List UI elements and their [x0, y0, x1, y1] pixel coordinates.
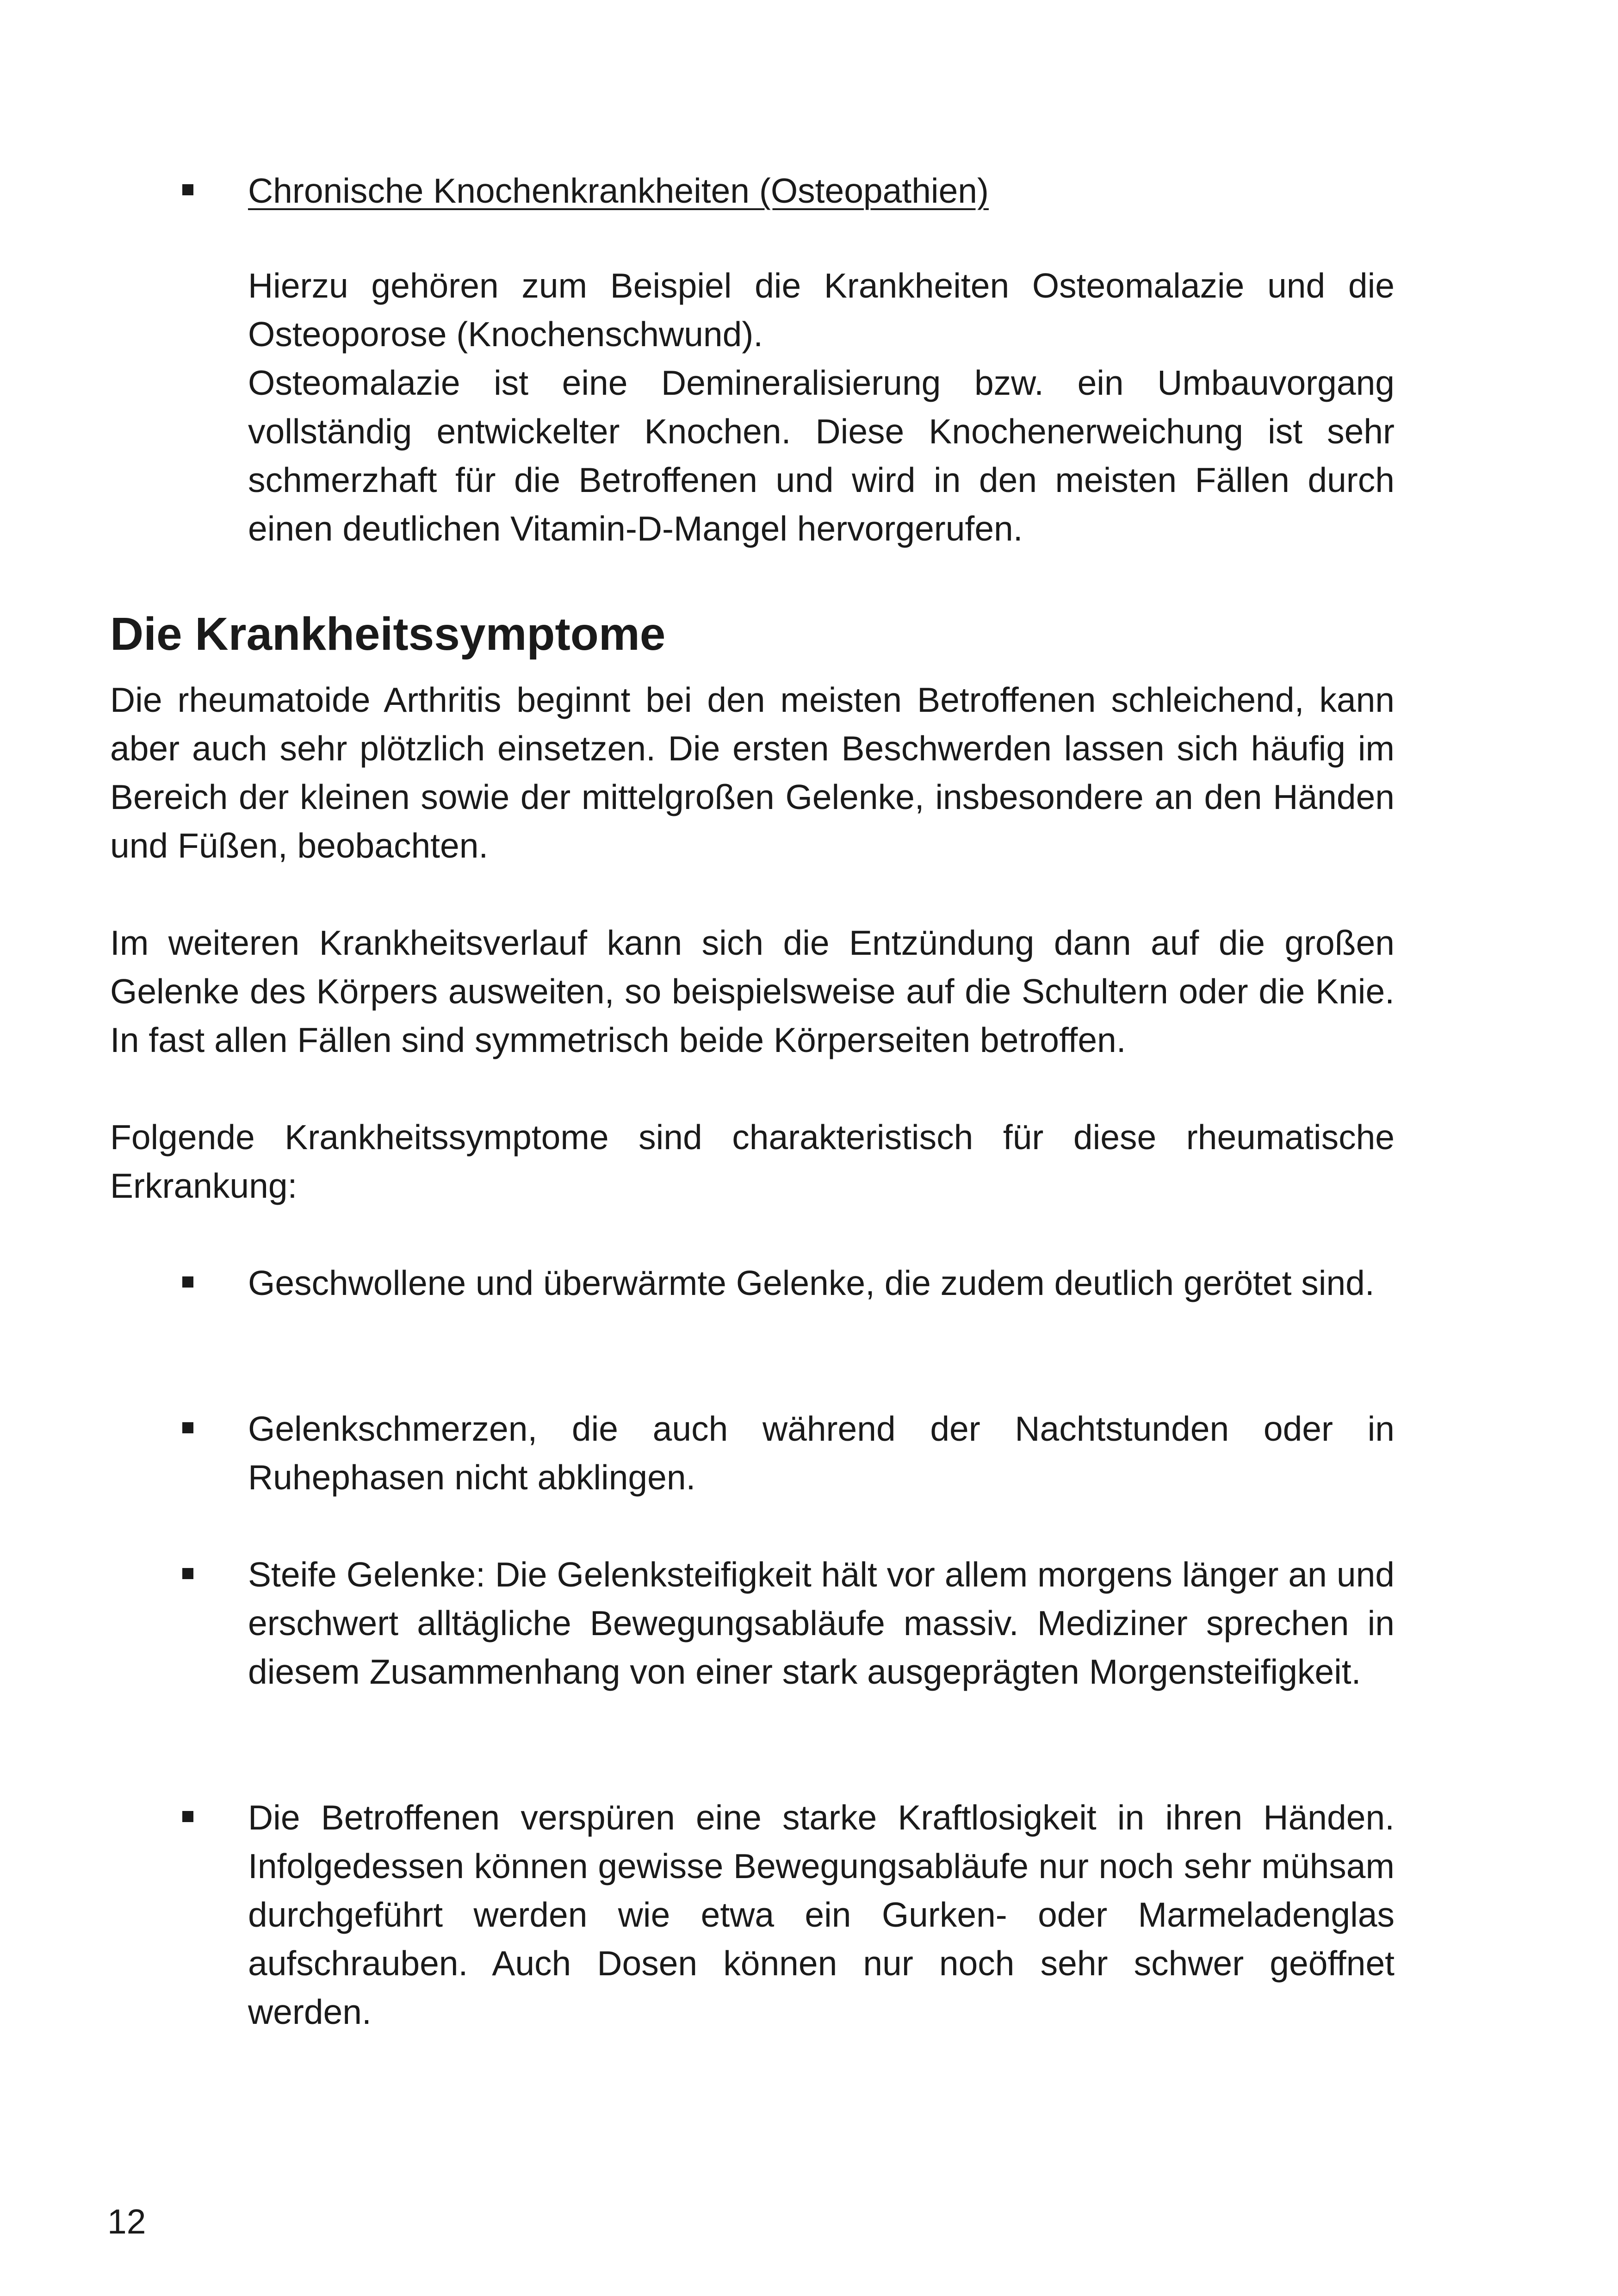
list-item-title: Chronische Knochenkrankheiten (Osteopathien) — [248, 171, 989, 210]
bullet-icon — [182, 184, 193, 195]
bullet-icon — [182, 1276, 193, 1288]
page-number: 12 — [107, 2202, 146, 2241]
paragraph: Osteomalazie ist eine Demineralisierung bzw. ein Umbauvorgang vollständig entwickelter Knochen. Diese Knochenerweichung ist sehr schmerzhaft für die Betroffenen und wird in den meisten Fällen durch einen deutlichen Vitamin-D-Mangel hervorgerufen. — [248, 363, 1395, 548]
list-item-text: Steife Gelenke: Die Gelenksteifigkeit hält vor allem morgens länger an und erschwert alltägliche Bewegungsabläufe massiv. Mediziner sprechen in diesem Zusammenhang von einer stark ausgeprägten Morgensteifigkeit. — [248, 1555, 1395, 1691]
paragraph: Folgende Krankheitssymptome sind charakteristisch für diese rheumatische Erkrankung: — [110, 1118, 1395, 1205]
paragraph: Die rheumatoide Arthritis beginnt bei den meisten Betroffenen schleichend, kann aber auch sehr plötzlich einsetzen. Die ersten Beschwerden lassen sich häufig im Bereich der kleinen sowie der mittelgroßen Gelenke, insbesondere an den Händen und Füßen, beobachten. — [110, 680, 1395, 865]
list-item-text: Gelenkschmerzen, die auch während der Nachtstunden oder in Ruhephasen nicht abklingen. — [248, 1409, 1395, 1497]
paragraph: Im weiteren Krankheitsverlauf kann sich die Entzündung dann auf die großen Gelenke des Körpers ausweiten, so beispielsweise auf die Schultern oder die Knie. In fast allen Fällen sind symmetrisch beide Körperseiten betroffen. — [110, 923, 1395, 1059]
bullet-icon — [182, 1568, 193, 1579]
paragraph: Hierzu gehören zum Beispiel die Krankheiten Osteomalazie und die Osteoporose (Knochenschwund). — [248, 266, 1395, 354]
list-item-text: Die Betroffenen verspüren eine starke Kraftlosigkeit in ihren Händen. Infolgedessen können gewisse Bewegungsabläufe nur noch sehr mühsam durchgeführt werden wie etwa ein Gurken- oder Marmeladenglas aufschrauben. Auch Dosen können nur noch sehr schwer geöffnet werden. — [248, 1798, 1395, 2031]
bullet-icon — [182, 1422, 193, 1433]
bullet-icon — [182, 1811, 193, 1822]
section-heading: Die Krankheitssymptome — [110, 608, 666, 660]
list-item-text: Geschwollene und überwärmte Gelenke, die zudem deutlich gerötet sind. — [248, 1263, 1375, 1302]
